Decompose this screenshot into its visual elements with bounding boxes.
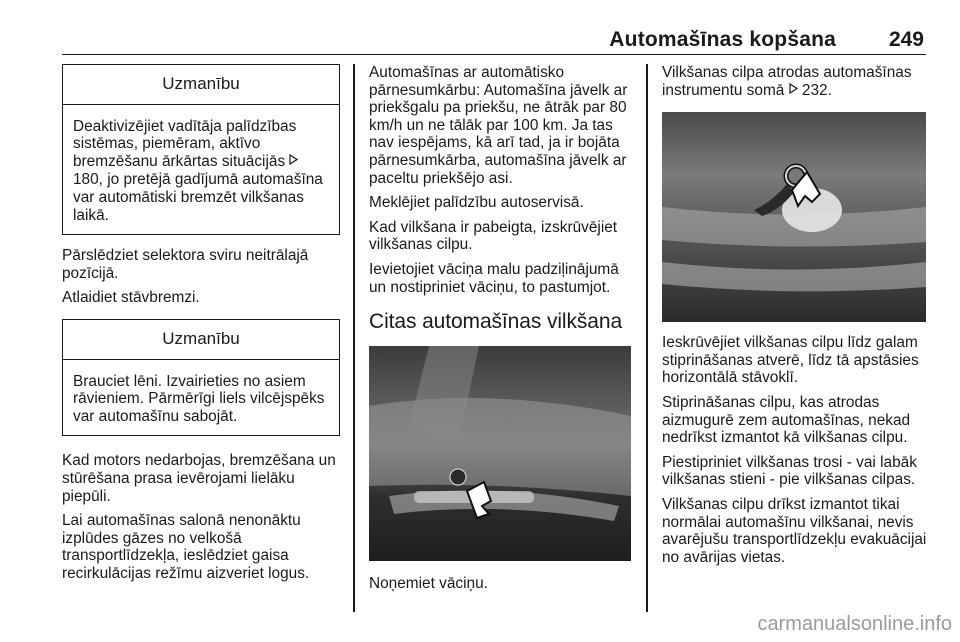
paragraph: Meklējiet palīdzību autoservisā. [369,194,584,212]
section-heading: Citas automašīnas vilkšana [369,310,623,334]
caution-text-part: 180, jo pretējā gadījumā automašīna var automātiski bremzēt vilkšanas laikā. [73,171,323,224]
caution-box [62,64,340,235]
rear-bumper-cover-illustration [369,346,631,561]
paragraph: Lai automašīnas salonā nenonāktu izplūdes gāzes no velkošā transportlīdzekļa, ieslēdziet gaisa recirkulācijas režīmu aizveriet logus. [62,512,310,582]
paragraph: Kad motors nedarbojas, bremzēšana un stūrēšana prasa ievērojami lielāku piepūli. [62,452,336,505]
towing-eye-illustration [662,112,926,322]
paragraph: Atlaidiet stāvbremzi. [62,289,200,307]
page-number: 249 [888,28,924,51]
paragraph: Stiprināšanas cilpu, kas atrodas aizmugurē zem automašīnas, nekad nedrīkst izmantot kā vilkšanas cilpu. [662,393,911,447]
column-3 [662,64,927,573]
page-header [62,14,926,55]
paragraph: Automašīnas ar automātisko pārnesumkārbu: Automašīna jāvelk ar priekšgalu pa priekšu, ne ātrāk par 80 km/h un ne tālāk par 100 km. Ja tas nav iespējams, kā arī tad, ja ir bojāta pārnesumkārba, automašīna jāvelk ar paceltu priekšējo asi. [369,64,628,187]
paragraph-part: Vilkšanas cilpa atrodas automašīnas instrumentu somā [662,64,912,99]
paragraph: Pārslēdziet selektora sviru neitrālajā pozīcijā. [62,247,309,282]
paragraph: Kad vilkšana ir pabeigta, izskrūvējiet vilkšanas cilpu. [369,218,618,254]
column-divider [646,64,648,612]
reference-arrow-icon [289,153,298,171]
caution-box [62,319,340,436]
paragraph [662,64,927,100]
reference-arrow-icon [789,82,798,100]
caution-title: Uzmanību [63,320,339,360]
column-divider [353,64,355,612]
column-2 [369,64,631,600]
image-caption: Noņemiet vāciņu. [369,575,488,593]
page-title: Automašīnas kopšana [609,28,836,51]
paragraph-part: 232. [801,81,832,99]
column-1 [62,64,340,589]
caution-text [63,105,339,235]
paragraph: Ievietojiet vāciņa malu padziļinājumā un nostipriniet vāciņu, to pastumjot. [369,260,619,296]
paragraph: Ieskrūvējiet vilkšanas cilpu līdz galam stiprināšanas atverē, līdz tā apstāsies horizontālā stāvoklī. [662,334,919,387]
watermark: carmanualsonline.info [757,613,952,635]
paragraph: Vilkšanas cilpu drīkst izmantot tikai normālai automašīnu vilkšanai, nevis avarējušu transportlīdzekļu evakuācijai no avārijas vietas. [662,495,927,566]
caution-text: Brauciet lēni. Izvairieties no asiem rāvieniem. Pārmērīgi liels vilcējspēks var automašīnu sabojāt. [73,372,325,425]
caution-text-part: Deaktivizējiet vadītāja palīdzības sistēmas, piemēram, aktīvo bremzēšanu ārkārtas situācijās [73,117,297,170]
paragraph: Piestipriniet vilkšanas trosi - vai labāk vilkšanas stieni - pie vilkšanas cilpas. [662,453,917,489]
caution-title: Uzmanību [63,65,339,105]
